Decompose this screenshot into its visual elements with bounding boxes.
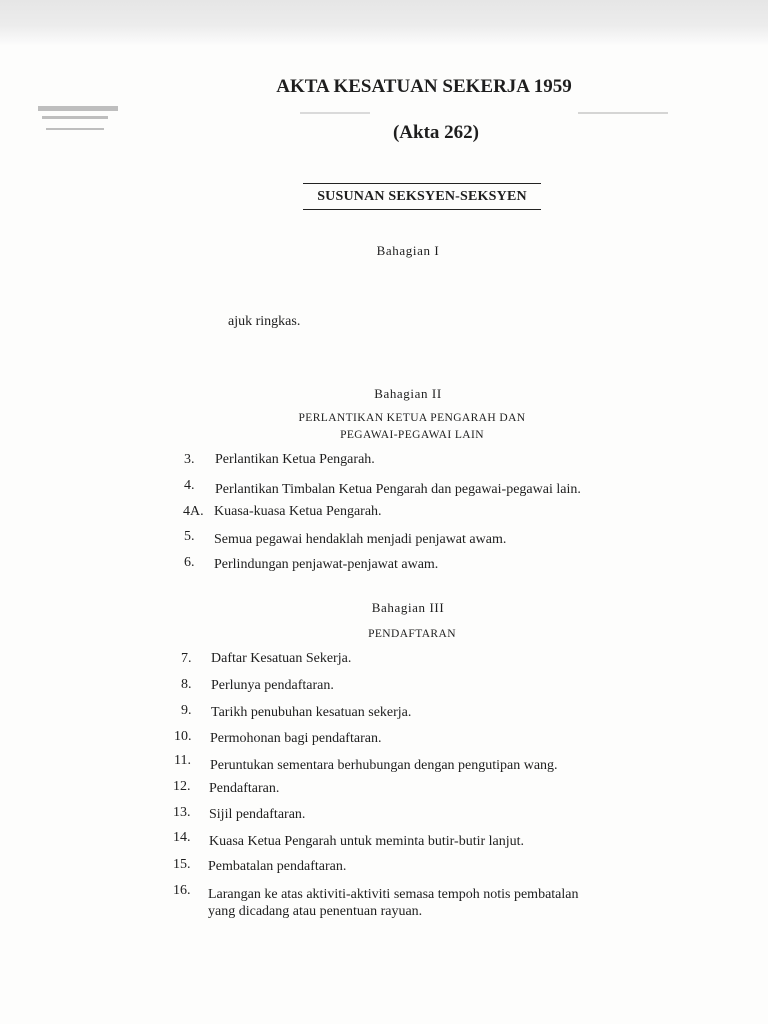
section-number: 8.	[181, 677, 192, 692]
section-number: 5.	[184, 529, 195, 544]
section-title: Sijil pendaftaran.	[209, 807, 306, 822]
section-title: Pembatalan pendaftaran.	[208, 859, 347, 874]
part-heading: Bahagian I	[376, 243, 440, 258]
section-number: 10.	[174, 729, 192, 744]
section-number: 15.	[173, 857, 191, 872]
heading-rule-bottom	[303, 209, 541, 210]
part-heading: Bahagian II	[374, 386, 442, 401]
section-title: Peruntukan sementara berhubungan dengan pengutipan wang.	[210, 758, 558, 773]
section-title: Semua pegawai hendaklah menjadi penjawat awam.	[214, 532, 507, 547]
section-title: Perlantikan Timbalan Ketua Pengarah dan pegawai-pegawai lain.	[215, 482, 581, 497]
section-title: Larangan ke atas aktiviti-aktiviti semasa tempoh notis pembatalan	[208, 887, 579, 902]
part-subtitle: PEGAWAI-PEGAWAI LAIN	[340, 429, 484, 441]
section-title-continuation: yang dicadang atau penentuan rayuan.	[208, 904, 423, 919]
section-number: 12.	[173, 779, 191, 794]
section-number: 4.	[184, 478, 195, 493]
section-number: 11.	[174, 753, 191, 768]
scan-shadow	[0, 0, 768, 46]
section-number: 13.	[173, 805, 191, 820]
act-number: (Akta 262)	[392, 122, 480, 143]
section-title: Perlindungan penjawat-penjawat awam.	[214, 557, 439, 572]
section-title: Perlunya pendaftaran.	[211, 678, 334, 693]
section-number: 4A.	[183, 504, 204, 519]
section-number: 16.	[173, 883, 191, 898]
scan-noise	[578, 112, 668, 114]
section-title: Pendaftaran.	[209, 781, 280, 796]
section-number: 9.	[181, 703, 192, 718]
scan-noise	[42, 116, 108, 119]
section-title: Tarikh penubuhan kesatuan sekerja.	[211, 705, 412, 720]
section-title: Permohonan bagi pendaftaran.	[210, 731, 382, 746]
section-title: Perlantikan Ketua Pengarah.	[215, 452, 375, 467]
section-title: Kuasa-kuasa Ketua Pengarah.	[214, 504, 382, 519]
section-number: 14.	[173, 830, 191, 845]
section-number: 3.	[184, 452, 195, 467]
contents-heading: SUSUNAN SEKSYEN-SEKSYEN	[317, 189, 527, 204]
scan-noise	[300, 112, 370, 114]
section-number: 6.	[184, 555, 195, 570]
section-title: Kuasa Ketua Pengarah untuk meminta butir-butir lanjut.	[209, 834, 525, 849]
part-subtitle: PERLANTIKAN KETUA PENGARAH DAN	[298, 412, 526, 424]
part-subtitle: PENDAFTARAN	[368, 628, 456, 640]
act-title: AKTA KESATUAN SEKERJA 1959	[276, 76, 572, 97]
section-number: 7.	[181, 651, 192, 666]
section-title: ajuk ringkas.	[228, 314, 301, 329]
scan-noise	[38, 106, 118, 111]
heading-rule-top	[303, 183, 541, 184]
section-title: Daftar Kesatuan Sekerja.	[211, 651, 352, 666]
part-heading: Bahagian III	[371, 600, 445, 615]
